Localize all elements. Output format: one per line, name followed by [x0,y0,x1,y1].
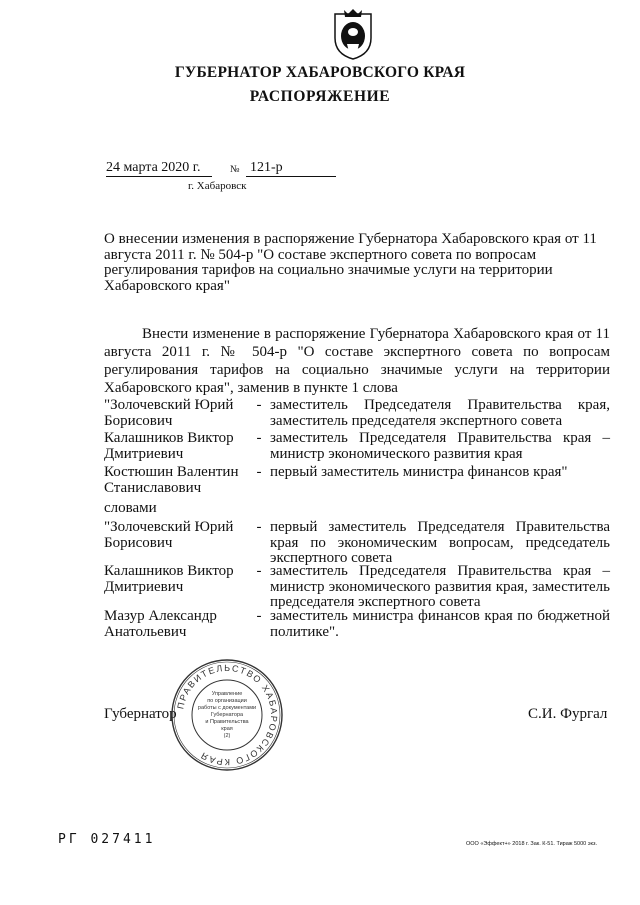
dash: - [256,464,262,480]
member-position: заместитель Председателя Правительства края – министр экономического развития края [270,430,610,462]
stamp-line: Управление [211,691,243,697]
member-position: заместитель Председателя Правительства края, заместитель председателя экспертного совета [270,397,610,429]
member-name: Калашников Виктор Дмитриевич [104,563,234,595]
member-name: "Золочевский Юрий Борисович [104,519,234,551]
member-name: Мазур Александр Анатольевич [104,608,217,640]
stamp-line: края [221,726,233,732]
dash: - [256,397,262,413]
document-type: РАСПОРЯЖЕНИЕ [249,88,391,105]
body-intro: Внести изменение в распоряжение Губернатора Хабаровского края от 11 августа 2011 г. № 504-р "О составе экспертного совета по вопросам регулирования тарифов на социально значимые услуги на территории Хабаровского края", заменив в пункте 1 слова [104,326,610,396]
official-stamp [170,658,284,772]
signatory-name: С.И. Фургал [528,706,608,722]
member-name: Костюшин Валентин Станиславович [104,464,239,496]
member-position: первый заместитель Председателя Правительства края по экономическим вопросам, председатель экспертного совета [270,519,610,566]
member-position: заместитель Председателя Правительства края – министр экономического развития края, заместитель председателя экспертного совета [270,563,610,610]
member-name: "Золочевский Юрий Борисович [104,397,234,429]
dash: - [256,519,262,535]
member-position: заместитель министра финансов края по бюджетной политике". [270,608,610,640]
stamp-line: Губернатора [210,712,244,718]
coat-of-arms-emblem [332,8,374,60]
form-serial-number: РГ 027411 [58,832,156,847]
document-city: г. Хабаровск [188,180,247,192]
stamp-ring-text: ПРАВИТЕЛЬСТВО ХАБАРОВСКОГО КРАЯ [175,662,280,768]
issuer-title: ГУБЕРНАТОР ХАБАРОВСКОГО КРАЯ [174,64,466,81]
connector-word: словами [104,500,157,516]
stamp-line: и Правительства [205,719,249,725]
document-number: 121-р [246,160,336,177]
member-name: Калашников Виктор Дмитриевич [104,430,234,462]
printer-imprint: ООО «Эффект+» 2018 г. Зак. К-51. Тираж 5000 экз. [466,841,598,847]
stamp-line: (2) [223,733,231,739]
document-date: 24 марта 2020 г. [106,160,212,177]
dash: - [256,608,262,624]
number-label: № [230,164,240,175]
dash: - [256,563,262,579]
signatory-title: Губернатор [104,706,177,722]
dash: - [256,430,262,446]
stamp-line: работы с документами [197,705,257,711]
document-subject: О внесении изменения в распоряжение Губернатора Хабаровского края от 11 августа 2011 г. № 504-р "О составе экспертного совета по вопросам регулирования тарифов на социально значимые услуги на территории Хабаровского края" [104,231,597,294]
member-position: первый заместитель министра финансов края" [270,464,568,480]
stamp-line: по организации [207,698,247,704]
